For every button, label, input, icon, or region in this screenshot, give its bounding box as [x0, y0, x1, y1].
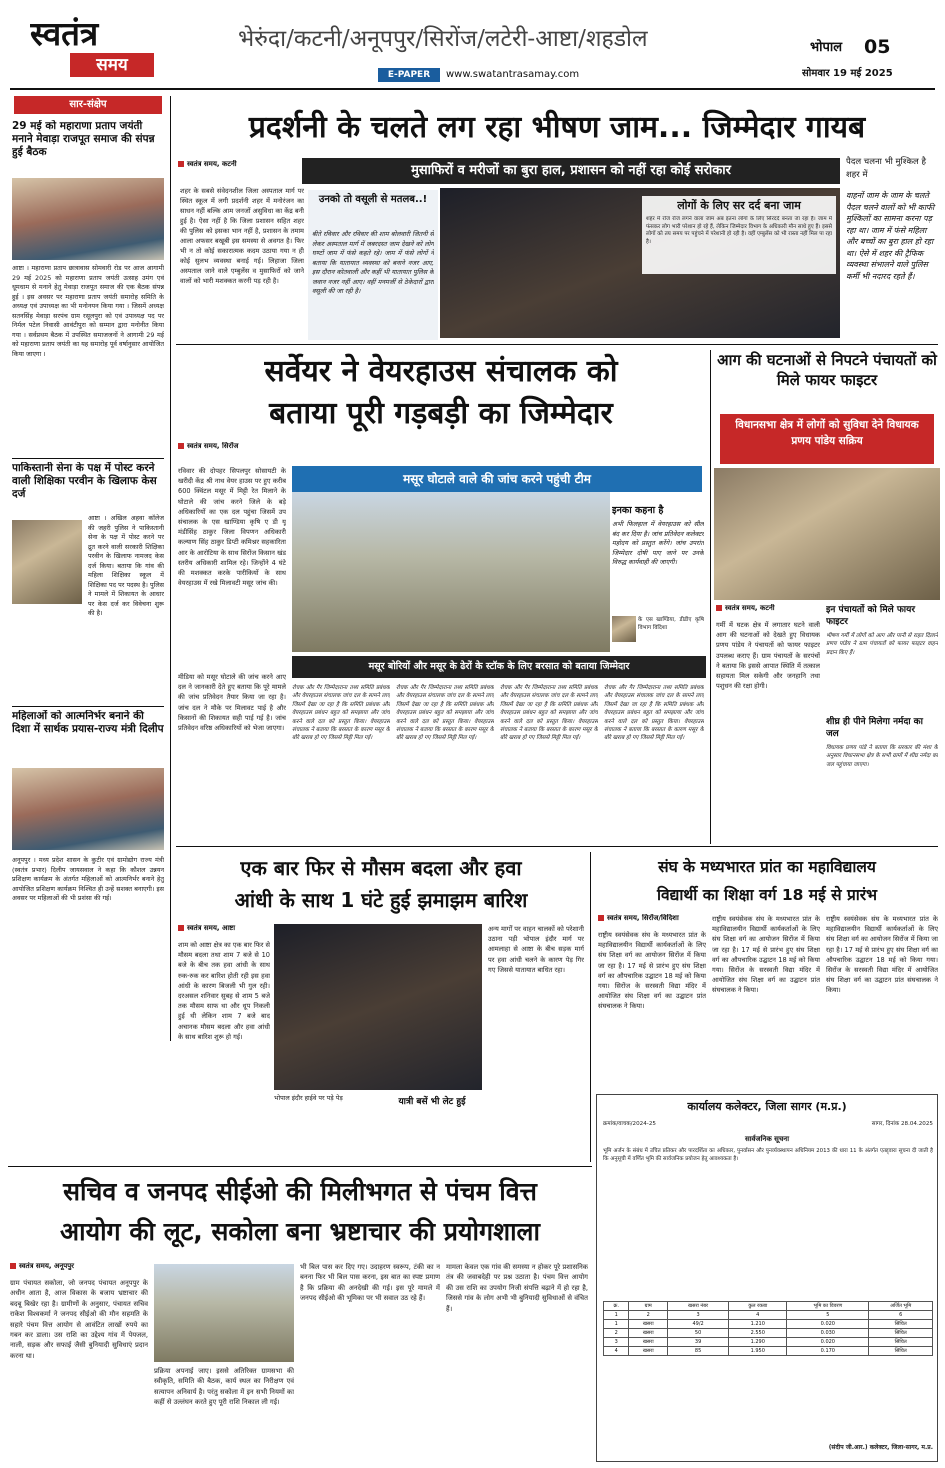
sidebar-news3-photo	[12, 768, 164, 850]
notice-table-cell: 39	[668, 1338, 729, 1347]
notice-table-cell: खसरा	[629, 1320, 668, 1329]
notice-table-header-cell: क्र.	[604, 1302, 629, 1311]
fire-body: गर्मी में घटक क्षेत्र में लगातार घटने वाली आग की घटनाओं को देखते हुए विधायक प्रणय पांडेय ने पंचायतों को फायर फाइटर उपलब्ध कराए हैं। ग्राम पंचायतों के सरपंचों ने बताया कि इससे आपात स्थिति में तत्काल सहायता मिल सकेगी और जनहानि तथा पशुधन की रक्षा होगी।	[716, 621, 820, 691]
fire-photo	[714, 468, 940, 600]
notice-table-cell: 1.290	[729, 1338, 787, 1347]
story2-body-col1: रविवार की दोपहर सिपलपुर सोसायटी के खरीदी केंद्र श्री नाथ वेयर हाउस पर हुए करीब 600 क्विंटल मसूर में मिट्टी रेत मिलाने के घोटाले की जांच करने जिले के बड़े अधिकारियों का एक दल पहुंचा जिसमें उप संचालक के एस खाण्डिया कृषि ए डी यू मंडीसिंह ठाकुर जिला विपणन अधिकारी कल्याण सिंह ठाकुर डिप्टी कमिश्नर सहकारिता आर के आरोटिया के साथ सिरोंज किसान खंड स्तरीय अधिकारी शामिल रहे। जिन्होंने 4 घंटे की मशक्कत करके पारीकियों के साथ वेयरहाउस में रखे मिलावटी मसूर जांच की।	[178, 467, 286, 588]
bottom-byline-text: स्वतंत्र समय, अनूपपुर	[19, 1262, 75, 1270]
notice-table-cell: 0.020	[787, 1338, 869, 1347]
weather-headline-line2: आंधी के साथ 1 घंटे हुई झमाझम बारिश	[234, 888, 528, 912]
sidebar-news1-headline: 29 मई को महाराणा प्रताप जयंती मनाने मेवाड़ा राजपूत समाज की संपन्न हुई बैठक	[12, 120, 155, 158]
weather-body: शाम को आष्टा क्षेत्र का एक बार फिर से मौसम बदला तथा शाम 7 बजे से 10 बजे के बीच तक हवा आंधी के साथ रुक-रुक कर बारिश होती रही इस हवा आंधी के कारण बिजली भी गुल रही। दरअसल शनिवार सुबह से शाम 5 बजे तक मौसम साफ था और धूप निकली हुई थी लेकिन शाम 7 बजे बाद अचानक मौसम बदला और हवा आंधी के साथ बारिश शुरू हो गई।	[178, 941, 270, 1041]
notice-table-cell: सिंचित	[869, 1347, 933, 1356]
fire-sub2: इन पंचायतों को मिले फायर फाइटर	[826, 605, 916, 627]
fire-headline: आग की घटनाओं से निपटने पंचायतों को मिले फायर फाइटर	[717, 351, 937, 389]
notice-table-cell: 0.170	[787, 1347, 869, 1356]
logo-top: स्वतंत्र	[30, 14, 99, 53]
notice-table-cell: 1	[604, 1320, 629, 1329]
story2-quote-sign: के एस खाण्डिया, डीडीए कृषि विभाग विदिशा	[638, 617, 704, 631]
notice-table-row	[604, 1329, 933, 1338]
notice-table-header-cell: अर्जित भूमि	[869, 1302, 933, 1311]
website[interactable]: www.swatantrasamay.com	[446, 69, 580, 80]
notice-body: भूमि अर्जन के संबंध में उचित प्रतिकर और पारदर्शिता का अधिकार, पुनर्वासन और पुनर्व्यवस्थापन अधिनियम 2013 की धारा 11 के अंतर्गत एतद्द्वारा सूचना दी जाती है कि अनुसूची में वर्णित भूमि की सार्वजनिक प्रयोजन हेतु आवश्यकता है।	[603, 1148, 933, 1163]
sidebar-news1-body: आष्टा । महाराणा प्रताप छात्रावास सोमवारी रोड पर आज आगामी 29 मई 2025 को महाराणा प्रताप जयंती उत्साह उमंग एवं धूमधाम से मनाने हेतु मेवाड़ा राजपूत समाज की एक बैठक संपन्न हुई । इस अवसर पर महाराणा प्रताप जयंती समारोह समिति के अध्यक्ष एवं उपाध्यक्ष का भी मनोनयन किया गया । जिसमें अध्यक्ष सतनसिंह मेवाड़ा सरपंच ग्राम रसूलपुरा को एवं उपाध्यक्ष पद पर निर्मल पटेल निवासी आवंटीपुरा को सम्मान द्वारा मनोनीत किया गया । सर्वप्रथम बैठक में उपस्थित समाजजनों ने आगामी 29 मई को महाराणा प्रताप जयंती का यह समारोह पूर्व वर्षानुसार आयोजित किया जाएगा ।	[12, 264, 164, 358]
notice-table-cell: 5	[787, 1311, 869, 1320]
sidebar-news2-body: आष्टा । अखिल अहवा कॉलेज की जहरी पुलिस ने पाकिस्तानी सेना के पक्ष में पोस्ट करने पर द्रुत करने वाली सरकारी शिक्षिका परवीन के खिलाफ नामजद केस दर्ज किया। बताया कि गांव की महिला शिक्षिका स्कूल में शिक्षिका पद पर पदस्थ है। पुलिस ने मामले में शिकायत के आधार पर केस दर्ज कर विवेचना शुरू की है।	[88, 514, 164, 617]
bottom-headline-line2: आयोग की लूट, सकोला बना भ्रष्टाचार की प्रयोगशाला	[60, 1217, 540, 1246]
fire-sub3: शीघ्र ही पीने मिलेगा नर्मदा का जल	[826, 717, 923, 739]
byline-marker	[178, 161, 184, 167]
notice-table-cell: 2	[629, 1311, 668, 1320]
notice-table-cell: खसरा	[629, 1338, 668, 1347]
notice-table-cell: सिंचित	[869, 1320, 933, 1329]
fire-byline-text: स्वतंत्र समय, कटनी	[725, 604, 775, 612]
collector-notice	[596, 1094, 938, 1462]
story2-subhead: मसूर बोरियों और मसूर के ढेरों के स्टॉक के लिए बरसात को बताया जिम्मेदार	[292, 656, 706, 678]
notice-table-row	[604, 1320, 933, 1329]
lead-info-box	[642, 196, 836, 274]
notice-table-header-cell: खसरा नंबर	[668, 1302, 729, 1311]
notice-table-cell: 3	[668, 1311, 729, 1320]
lead-side-title: पैदल चलना भी मुश्किल है शहर में	[846, 157, 927, 180]
byline-marker	[598, 915, 604, 921]
masthead	[0, 0, 945, 92]
weather-right-rule	[590, 852, 591, 1162]
sidebar-divider-2	[12, 706, 164, 707]
lead-byline	[178, 160, 298, 172]
sangh-body-col1: राष्ट्रीय स्वयंसेवक संघ के मध्यभारत प्रांत के महाविद्यालयीन विद्यार्थी कार्यकर्ताओं के लिए संघ शिक्षा वर्ग का आयोजन सिरोंज में किया जा रहा है। 17 मई से प्रारंभ हुए संघ शिक्षा वर्ग का औपचारिक उद्घाटन 18 मई को किया गया। सिरोंज के सरस्वती विद्या मंदिर में आयोजित संघ शिक्षा वर्ग का उद्घाटन प्रांत संघचालक ने किया।	[598, 931, 706, 1011]
notice-table-cell: 85	[668, 1347, 729, 1356]
notice-table-cell: 4	[729, 1311, 787, 1320]
weather-caption1: भोपाल इंदौर हाईवे पर पड़े पेड़	[274, 1094, 343, 1102]
lead-body: शहर के सबसे संवेदनशील जिला अस्पताल मार्ग पर स्थित स्कूल में लगी प्रदर्शनी शहर में मनोरंजन का साधन नहीं बल्कि आम जनजों असुविधा का केंद्र बनी हुई है। ऐसा नहीं है कि जिला प्रशासन सहित शहर की पुलिस को इसका भान नहीं है, प्रशासन के तमाम आला अफसर बखूबी इस समस्या से अवगत है। फिर भी न तो कोई सकारात्मक कदम उठाया गया न ही कोई सुलभ व्यवस्था बनाई गई। लिहाजा जिला अस्पताल जाने वाले एम्बुलेंस व मुसाफिरों को जाने वालों को भारी मशक्कत करनी पड़ रही है।	[180, 187, 304, 285]
notice-table-body	[604, 1311, 933, 1356]
story2-body-col5: रोचक और गैर जिम्मेदाराना तथ्य समिति प्रबंधक और वेयरहाउस संचालक जांच दल के सामने लाए जिसमें देखा जा रहा है कि समिति प्रबंधक और वेयरहाउस प्रबंधन बहुत को समझाया और जांच करने वाले दल को प्रस्तुत किया। वेयरहाउस संचालक ने बताया कि बरसात के कारण मसूर के बोरे खराब हो गए जिससे मिट्टी मिल गई।	[604, 685, 704, 742]
notice-ref-left: क्रमांक/वाचक/2024-25	[603, 1121, 656, 1127]
bottom-headline-line1: सचिव व जनपद सीईओ की मिलीभगत से पंचम वित्त	[63, 1177, 537, 1206]
bottom-photo	[154, 1264, 294, 1362]
weather-caption2: यात्री बसें भी लेट हुई	[398, 1097, 466, 1107]
story2-quote-title: इनका कहना है	[612, 505, 664, 516]
notice-table-cell: 0.030	[787, 1329, 869, 1338]
lead-subhead: मुसाफिरों व मरीजों का बुरा हाल, प्रशासन को नहीं रहा कोई सरोकार	[302, 158, 840, 184]
notice-table-row	[604, 1338, 933, 1347]
bottom-col3: भी बिल पास कर दिए गए। उदाहरण स्वरूप, टंकी का न बनना फिर भी बिल पास करना, इस बात का स्पष्ट प्रमाण है कि प्रक्रिया की अनदेखी की गई। इस पूरे मामले में जनपद सीईओ की भूमिका पर भी सवाल उठ रहे हैं।	[300, 1263, 440, 1303]
story2-quote-body: अभी फिलहाल में वेयरहाउस को सील बंद कर दिया है। जांच प्रतिवेदन कलेक्टर महोदय को प्रस्तुत करेंगे। जांच उपरांत जिम्मेदार दोषी पाए जाने पर उनके विरुद्ध कार्यवाही की जाएगी।	[612, 520, 704, 566]
story2-body-col2: रोचक और गैर जिम्मेदाराना तथ्य समिति प्रबंधक और वेयरहाउस संचालक जांच दल के सामने लाए जिसमें देखा जा रहा है कि समिति प्रबंधक और वेयरहाउस प्रबंधन बहुत को समझाया और जांच करने वाले दल को प्रस्तुत किया। वेयरहाउस संचालक ने बताया कि बरसात के कारण मसूर के बोरे खराब हो गए जिससे मिट्टी मिल गई।	[292, 685, 390, 742]
editions-title: भेरुंदा/कटनी/अनूपपुर/सिरोंज/लटेरी-आष्टा/शहडोल	[238, 26, 648, 52]
weather-photo	[274, 924, 482, 1090]
notice-table-cell: 6	[869, 1311, 933, 1320]
byline-marker	[178, 443, 184, 449]
notice-table-cell: 1	[604, 1311, 629, 1320]
notice-table-cell: खसरा	[629, 1329, 668, 1338]
notice-table-header-cell: कुल रकबा	[729, 1302, 787, 1311]
weather-body2: अन्य मार्गों पर वाहन चालकों को परेशानी उठाना पड़ी भोपाल इंदौर मार्ग पर आमलाहा से आष्टा के बीच सड़क मार्ग पर हवा आंधी चलने के कारण पेड़ गिर गए जिससे यातायात बाधित रहा।	[488, 925, 584, 974]
masthead-rule	[10, 88, 935, 90]
notice-table-header	[604, 1302, 933, 1311]
notice-table-cell: 2.550	[729, 1329, 787, 1338]
mid-rule	[176, 846, 938, 847]
lead-side-body: वाहनों जाम के जाम के चलते पैदल चलने वालों को भी काफी मुश्किलों का सामना करना पड़ रहा था। जाम में फंसे महिला और बच्चों का बुरा हाल हो रहा था। ऐसे में शहर की ट्रैफिक व्यवस्था संभालने वाले पुलिस कर्मी भी नदारद रहते हैं।	[846, 191, 935, 281]
lead-headline: प्रदर्शनी के चलते लग रहा भीषण जाम... जिम्मेदार गायब	[248, 110, 866, 145]
notice-table-wrap	[603, 1301, 933, 1431]
official-photo	[612, 616, 636, 642]
notice-table-cell: 4	[604, 1347, 629, 1356]
lead-byline-text: स्वतंत्र समय, कटनी	[187, 160, 237, 168]
weather-headline-line1: एक बार फिर से मौसम बदला और हवा	[240, 856, 522, 880]
sidebar-news2-headline: पाकिस्तानी सेना के पक्ष में पोस्ट करने वाली शिक्षिका परवीन के खिलाफ केस दर्ज	[12, 462, 157, 500]
epaper-label: E-PAPER	[378, 68, 440, 82]
lead-info-box-body: शहर में रोज रोज लगने वाला जाम अब इतना लोगों के लिए सिरदर्द बनता जा रहा है। जाम में फंसकर लोग भारी परेशान हो रहे हैं, लेकिन जिम्मेदार विभाग के अधिकारी मौन साधे हुए हैं। इससे लोगों को तय समय पर पहुंचने में परेशानी हो रही है। वहीं एम्बुलेंस को भी रास्ता नहीं मिल पा रहा है।	[646, 216, 832, 245]
sidebar-news2-photo	[12, 520, 82, 604]
sidebar-header: सार-संक्षेप	[14, 96, 162, 114]
lead-callout	[308, 190, 438, 340]
byline-marker	[10, 1263, 16, 1269]
notice-table-cell: खसरा	[629, 1347, 668, 1356]
sangh-headline-line1: संघ के मध्यभारत प्रांत का महाविद्यालय	[658, 858, 876, 876]
notice-table-row	[604, 1311, 933, 1320]
sangh-headline-line2: विद्यार्थी का शिक्षा वर्ग 18 मई से प्रारंभ	[656, 886, 878, 904]
sidebar-news3-headline: महिलाओं को आत्मनिर्भर बनाने की दिशा में सार्थक प्रयास-राज्य मंत्री दिलीप	[12, 710, 164, 735]
notice-table-cell: 3	[604, 1338, 629, 1347]
logo-bottom: समय	[70, 53, 154, 77]
story2-photo-caption: मसूर घोटाले वाले की जांच करने पहुंची टीम	[292, 466, 702, 492]
notice-ref-right: सागर, दिनांक 28.04.2025	[871, 1121, 933, 1127]
fire-byline	[716, 604, 836, 616]
sidebar-news1-photo	[12, 178, 164, 260]
notice-table	[603, 1301, 933, 1356]
sidebar-divider-1	[12, 458, 164, 459]
notice-table-cell: 0.020	[787, 1320, 869, 1329]
bottom-byline	[10, 1262, 150, 1274]
notice-table-cell: 50	[668, 1329, 729, 1338]
city-label: भोपाल	[810, 40, 843, 55]
fire-body3: विधायक प्रणय पांडे ने बताया कि सरकार की मंशा के अनुसार विधानसभा क्षेत्र के सभी ग्रामों में शीघ्र नर्मदा का जल पहुंचाया जाएगा।	[826, 745, 938, 768]
story2-byline	[178, 442, 298, 454]
notice-table-cell: 49/2	[668, 1320, 729, 1329]
byline-marker	[178, 925, 184, 931]
notice-signature: (संदीप जी.आर.) कलेक्टर, जिला-सागर, म.प्र.	[828, 1444, 933, 1451]
story2-headline-line2: बताया पूरी गड़बड़ी का जिम्मेदार	[269, 396, 613, 431]
story2-right-rule	[710, 350, 711, 844]
bottom-col2: प्रक्रिया अपनाई जाए। इससे अतिरिक्त ग्रामसभा की स्वीकृति, समिति की बैठक, कार्य स्थल का निरीक्षण एवं सत्यापन अनिवार्य है। परंतु सकोला में इन सभी नियमों का कहीं से उल्लंघन करते हुए पूरी राशि निकाल ली गई।	[154, 1367, 294, 1407]
bottom-top-rule	[8, 1166, 592, 1167]
sidebar	[8, 96, 168, 1041]
fire-subhead: विधानसभा क्षेत्र में लोगों को सुविधा देने विधायक प्रणय पांडेय सक्रिय	[720, 414, 934, 464]
notice-table-header-cell: ग्राम	[629, 1302, 668, 1311]
issue-date: सोमवार 19 मई 2025	[802, 68, 893, 79]
story2-body-col3: रोचक और गैर जिम्मेदाराना तथ्य समिति प्रबंधक और वेयरहाउस संचालक जांच दल के सामने लाए जिसमें देखा जा रहा है कि समिति प्रबंधक और वेयरहाउस प्रबंधन बहुत को समझाया और जांच करने वाले दल को प्रस्तुत किया। वेयरहाउस संचालक ने बताया कि बरसात के कारण मसूर के बोरे खराब हो गए जिससे मिट्टी मिल गई।	[396, 685, 494, 742]
byline-marker	[716, 605, 722, 611]
notice-title: सार्वजनिक सूचना	[744, 1135, 790, 1143]
story2-byline-text: स्वतंत्र समय, सिरोंज	[187, 442, 239, 450]
notice-table-cell: सिंचित	[869, 1338, 933, 1347]
sidebar-news3-body: अनूपपुर । मध्य प्रदेश शासन के कुटीर एवं ग्रामोद्योग राज्य मंत्री (स्वतंत्र प्रभार) दिलीप जायसवाल ने कहा कि कौशल उन्नयन प्रशिक्षण कार्यक्रम के अंतर्गत महिलाओं को आत्मनिर्भर बनाने हेतु आयोजित प्रशिक्षण कार्यक्रम निश्चित ही उन्हें सशक्त बनाएगी। इस अवसर पर महिलाओं की भी प्रशंसा की गई।	[12, 856, 164, 902]
notice-office: कार्यालय कलेक्टर, जिला सागर (म.प्र.)	[687, 1100, 847, 1113]
sidebar-column-rule	[170, 96, 171, 1041]
lead-bottom-rule	[176, 344, 938, 345]
story2-photo	[292, 492, 610, 652]
notice-table-header-cell: भूमि का विवरण	[787, 1302, 869, 1311]
fire-body2: भीषण गर्मी में लोगों को आग और पानी से राहत दिलाने प्रणय पांडेय ने ग्राम पंचायतों को फायर फाइटर वाहन प्रदान किए हैं।	[826, 633, 938, 656]
story2-headline-line1: सर्वेयर ने वेयरहाउस संचालक को	[264, 354, 618, 389]
notice-table-cell: सिंचित	[869, 1329, 933, 1338]
page-number: 05	[864, 36, 891, 58]
lead-callout-body: बीते रविवार और रविवार की शाम बोलवारी जितनी से लेकर अस्पताल मार्ग में जबरदस्त जाम देखने को लोग घण्टों जाम में फंसे कहते रहे। जाम में फंसे लोगों ने बताया कि यातायात व्यवस्था को बनाने नजर आए, इस दौरान कोतवाली और कहीं भी यातायात पुलिस के जवान नजर नहीं आए। वहीं मनमर्जी से ठेकेदारों द्वारा वसूली की जा रही है।	[312, 230, 434, 295]
sangh-body-col2: राष्ट्रीय स्वयंसेवक संघ के मध्यभारत प्रांत के महाविद्यालयीन विद्यार्थी कार्यकर्ताओं के लिए संघ शिक्षा वर्ग का आयोजन सिरोंज में किया जा रहा है। 17 मई से प्रारंभ हुए संघ शिक्षा वर्ग का औपचारिक उद्घाटन 18 मई को किया गया। सिरोंज के सरस्वती विद्या मंदिर में आयोजित संघ शिक्षा वर्ग का उद्घाटन प्रांत संघचालक ने किया।	[712, 915, 820, 995]
sangh-byline-text: स्वतंत्र समय, सिरोंज/विदिशा	[607, 914, 679, 922]
story2-quote-box	[612, 504, 704, 652]
notice-table-cell: 2	[604, 1329, 629, 1338]
weather-byline-text: स्वतंत्र समय, आष्टा	[187, 924, 236, 932]
notice-table-cell: 1.210	[729, 1320, 787, 1329]
bottom-col4: मामला केवल एक गांव की समस्या न होकर पूरे प्रशासनिक तंत्र की जवाबदेही पर प्रश्न उठाता है। पंचम वित्त आयोग की उस राशि का उपयोग निजी संपत्ति बढ़ाने में हो रहा है, जिससे गांव के लोग अभी भी बुनियादी सुविधाओं से वंचित हैं।	[446, 1263, 588, 1313]
notice-table-row	[604, 1347, 933, 1356]
sangh-body-col3: राष्ट्रीय स्वयंसेवक संघ के मध्यभारत प्रांत के महाविद्यालयीन विद्यार्थी कार्यकर्ताओं के लिए संघ शिक्षा वर्ग का आयोजन सिरोंज में किया जा रहा है। 17 मई से प्रारंभ हुए संघ शिक्षा वर्ग का औपचारिक उद्घाटन 18 मई को किया गया। सिरोंज के सरस्वती विद्या मंदिर में आयोजित संघ शिक्षा वर्ग का उद्घाटन प्रांत संघचालक ने किया।	[826, 915, 938, 995]
bottom-col1: ग्राम पंचायत सकोला, जो जनपद पंचायत अनूपपुर के अधीन आता है, आज विकास के बजाय भ्रष्टाचार की बदबू बिखेर रहा है। ग्रामीणों के अनुसार, पंचायत सचिव राकेश विश्वकर्मा ने जनपद सीईओ की मौन सहमति के सहारे पंचम वित्त आयोग से आवंटित लाखों रुपये का गबन कर डाला। उस राशि का उद्देश्य गांव में पेयजल, नाली, सड़क और सफाई जैसी बुनियादी सुविधाएं प्रदान करना था।	[10, 1279, 148, 1360]
story2-body-col1b: मीडिया को मसूर घोटाले की जांच करने आए दल ने जानकारी देते हुए बताया कि पूरे मामले की जांच प्रतिवेदन तैयार किया जा रहा है। जांच दल ने मौके पर मिलावट पाई है और किसानों की शिकायत सही पाई गई है। जांच प्रतिवेदन वरिष्ठ अधिकारियों को भेजा जाएगा।	[178, 673, 286, 733]
notice-table-cell: 1.950	[729, 1347, 787, 1356]
story2-body-col4: रोचक और गैर जिम्मेदाराना तथ्य समिति प्रबंधक और वेयरहाउस संचालक जांच दल के सामने लाए जिसमें देखा जा रहा है कि समिति प्रबंधक और वेयरहाउस प्रबंधन बहुत को समझाया और जांच करने वाले दल को प्रस्तुत किया। वेयरहाउस संचालक ने बताया कि बरसात के कारण मसूर के बोरे खराब हो गए जिससे मिट्टी मिल गई।	[500, 685, 598, 742]
lead-callout-title: उनको तो वसूली से मतलब..!	[318, 194, 428, 205]
lead-info-box-title: लोगों के लिए सर दर्द बना जाम	[677, 199, 801, 212]
